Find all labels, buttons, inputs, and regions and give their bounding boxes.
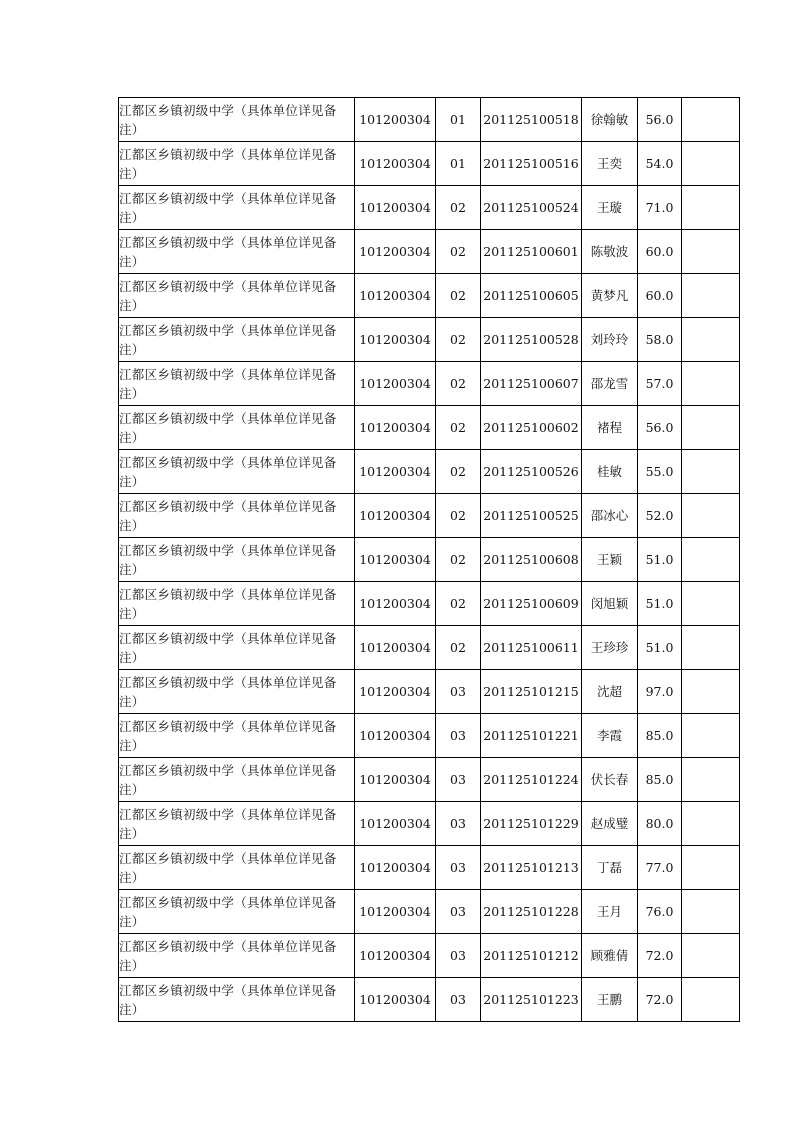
position-number-cell: 03 — [436, 846, 481, 890]
table-row — [119, 582, 740, 626]
table-body — [119, 98, 740, 1022]
position-code-cell: 101200304 — [355, 758, 436, 802]
unit-cell: 江都区乡镇初级中学（具体单位详见备注） — [119, 846, 355, 890]
score-cell: 51.0 — [638, 538, 682, 582]
score-cell: 85.0 — [638, 714, 682, 758]
note-cell — [682, 186, 740, 230]
note-cell — [682, 890, 740, 934]
ticket-number-cell: 201125101224 — [481, 758, 582, 802]
position-code-cell: 101200304 — [355, 934, 436, 978]
table-row — [119, 230, 740, 274]
unit-cell: 江都区乡镇初级中学（具体单位详见备注） — [119, 890, 355, 934]
table-row — [119, 670, 740, 714]
score-cell: 76.0 — [638, 890, 682, 934]
ticket-number-cell: 201125101221 — [481, 714, 582, 758]
unit-cell: 江都区乡镇初级中学（具体单位详见备注） — [119, 582, 355, 626]
table-row — [119, 538, 740, 582]
note-cell — [682, 934, 740, 978]
ticket-number-cell: 201125100516 — [481, 142, 582, 186]
unit-cell: 江都区乡镇初级中学（具体单位详见备注） — [119, 98, 355, 142]
table-row — [119, 758, 740, 802]
note-cell — [682, 978, 740, 1022]
score-table — [118, 97, 740, 1022]
ticket-number-cell: 201125101223 — [481, 978, 582, 1022]
score-cell: 72.0 — [638, 934, 682, 978]
position-number-cell: 03 — [436, 670, 481, 714]
ticket-number-cell: 201125101229 — [481, 802, 582, 846]
score-cell: 58.0 — [638, 318, 682, 362]
position-code-cell: 101200304 — [355, 230, 436, 274]
unit-cell: 江都区乡镇初级中学（具体单位详见备注） — [119, 978, 355, 1022]
unit-cell: 江都区乡镇初级中学（具体单位详见备注） — [119, 230, 355, 274]
note-cell — [682, 450, 740, 494]
position-code-cell: 101200304 — [355, 538, 436, 582]
unit-cell: 江都区乡镇初级中学（具体单位详见备注） — [119, 934, 355, 978]
position-number-cell: 03 — [436, 758, 481, 802]
table-row — [119, 186, 740, 230]
score-cell: 56.0 — [638, 406, 682, 450]
candidate-name-cell: 桂敏 — [582, 450, 638, 494]
position-code-cell: 101200304 — [355, 494, 436, 538]
candidate-name-cell: 王鹏 — [582, 978, 638, 1022]
table-row — [119, 362, 740, 406]
position-number-cell: 01 — [436, 142, 481, 186]
ticket-number-cell: 201125100607 — [481, 362, 582, 406]
candidate-name-cell: 陈敬波 — [582, 230, 638, 274]
candidate-name-cell: 邵冰心 — [582, 494, 638, 538]
table-row — [119, 318, 740, 362]
ticket-number-cell: 201125100608 — [481, 538, 582, 582]
candidate-name-cell: 丁磊 — [582, 846, 638, 890]
candidate-name-cell: 伏长春 — [582, 758, 638, 802]
unit-cell: 江都区乡镇初级中学（具体单位详见备注） — [119, 450, 355, 494]
position-number-cell: 02 — [436, 538, 481, 582]
unit-cell: 江都区乡镇初级中学（具体单位详见备注） — [119, 406, 355, 450]
unit-cell: 江都区乡镇初级中学（具体单位详见备注） — [119, 318, 355, 362]
note-cell — [682, 142, 740, 186]
position-code-cell: 101200304 — [355, 714, 436, 758]
ticket-number-cell: 201125100609 — [481, 582, 582, 626]
ticket-number-cell: 201125100611 — [481, 626, 582, 670]
position-number-cell: 03 — [436, 714, 481, 758]
note-cell — [682, 758, 740, 802]
position-number-cell: 02 — [436, 582, 481, 626]
candidate-name-cell: 黄梦凡 — [582, 274, 638, 318]
table-row — [119, 494, 740, 538]
unit-cell: 江都区乡镇初级中学（具体单位详见备注） — [119, 362, 355, 406]
unit-cell: 江都区乡镇初级中学（具体单位详见备注） — [119, 186, 355, 230]
unit-cell: 江都区乡镇初级中学（具体单位详见备注） — [119, 538, 355, 582]
candidate-name-cell: 王珍珍 — [582, 626, 638, 670]
position-code-cell: 101200304 — [355, 362, 436, 406]
position-code-cell: 101200304 — [355, 802, 436, 846]
note-cell — [682, 626, 740, 670]
unit-cell: 江都区乡镇初级中学（具体单位详见备注） — [119, 626, 355, 670]
position-number-cell: 02 — [436, 450, 481, 494]
position-number-cell: 01 — [436, 98, 481, 142]
position-code-cell: 101200304 — [355, 626, 436, 670]
position-code-cell: 101200304 — [355, 978, 436, 1022]
position-code-cell: 101200304 — [355, 846, 436, 890]
position-number-cell: 02 — [436, 626, 481, 670]
score-cell: 72.0 — [638, 978, 682, 1022]
note-cell — [682, 406, 740, 450]
unit-cell: 江都区乡镇初级中学（具体单位详见备注） — [119, 714, 355, 758]
table-row — [119, 626, 740, 670]
table-row — [119, 406, 740, 450]
position-number-cell: 02 — [436, 494, 481, 538]
position-number-cell: 03 — [436, 802, 481, 846]
candidate-name-cell: 褚程 — [582, 406, 638, 450]
ticket-number-cell: 201125100601 — [481, 230, 582, 274]
table-row — [119, 934, 740, 978]
candidate-name-cell: 邵龙雪 — [582, 362, 638, 406]
position-number-cell: 03 — [436, 978, 481, 1022]
ticket-number-cell: 201125101215 — [481, 670, 582, 714]
score-cell: 57.0 — [638, 362, 682, 406]
score-cell: 54.0 — [638, 142, 682, 186]
ticket-number-cell: 201125101212 — [481, 934, 582, 978]
note-cell — [682, 362, 740, 406]
score-cell: 80.0 — [638, 802, 682, 846]
candidate-name-cell: 王奕 — [582, 142, 638, 186]
candidate-name-cell: 王璇 — [582, 186, 638, 230]
table-row — [119, 978, 740, 1022]
note-cell — [682, 274, 740, 318]
note-cell — [682, 318, 740, 362]
candidate-name-cell: 徐翰敏 — [582, 98, 638, 142]
candidate-name-cell: 刘玲玲 — [582, 318, 638, 362]
unit-cell: 江都区乡镇初级中学（具体单位详见备注） — [119, 142, 355, 186]
unit-cell: 江都区乡镇初级中学（具体单位详见备注） — [119, 802, 355, 846]
position-code-cell: 101200304 — [355, 274, 436, 318]
position-number-cell: 02 — [436, 186, 481, 230]
position-number-cell: 02 — [436, 274, 481, 318]
candidate-name-cell: 李霞 — [582, 714, 638, 758]
candidate-name-cell: 闵旭颖 — [582, 582, 638, 626]
ticket-number-cell: 201125100525 — [481, 494, 582, 538]
note-cell — [682, 494, 740, 538]
ticket-number-cell: 201125100518 — [481, 98, 582, 142]
position-code-cell: 101200304 — [355, 186, 436, 230]
candidate-name-cell: 赵成璧 — [582, 802, 638, 846]
note-cell — [682, 846, 740, 890]
score-cell: 51.0 — [638, 582, 682, 626]
position-number-cell: 02 — [436, 362, 481, 406]
candidate-name-cell: 沈超 — [582, 670, 638, 714]
position-number-cell: 03 — [436, 890, 481, 934]
table-row — [119, 802, 740, 846]
note-cell — [682, 714, 740, 758]
note-cell — [682, 98, 740, 142]
candidate-name-cell: 王月 — [582, 890, 638, 934]
position-code-cell: 101200304 — [355, 450, 436, 494]
table-row — [119, 98, 740, 142]
score-cell: 56.0 — [638, 98, 682, 142]
position-number-cell: 02 — [436, 230, 481, 274]
candidate-name-cell: 王颖 — [582, 538, 638, 582]
note-cell — [682, 582, 740, 626]
ticket-number-cell: 201125100602 — [481, 406, 582, 450]
unit-cell: 江都区乡镇初级中学（具体单位详见备注） — [119, 670, 355, 714]
position-code-cell: 101200304 — [355, 406, 436, 450]
score-cell: 60.0 — [638, 230, 682, 274]
position-number-cell: 03 — [436, 934, 481, 978]
score-cell: 85.0 — [638, 758, 682, 802]
table-row — [119, 450, 740, 494]
score-cell: 60.0 — [638, 274, 682, 318]
candidate-name-cell: 顾雅倩 — [582, 934, 638, 978]
unit-cell: 江都区乡镇初级中学（具体单位详见备注） — [119, 758, 355, 802]
ticket-number-cell: 201125101213 — [481, 846, 582, 890]
score-cell: 55.0 — [638, 450, 682, 494]
score-cell: 77.0 — [638, 846, 682, 890]
position-number-cell: 02 — [436, 318, 481, 362]
table-row — [119, 274, 740, 318]
position-number-cell: 02 — [436, 406, 481, 450]
table-row — [119, 846, 740, 890]
position-code-cell: 101200304 — [355, 890, 436, 934]
note-cell — [682, 538, 740, 582]
ticket-number-cell: 201125100528 — [481, 318, 582, 362]
score-cell: 51.0 — [638, 626, 682, 670]
score-cell: 97.0 — [638, 670, 682, 714]
note-cell — [682, 230, 740, 274]
position-code-cell: 101200304 — [355, 318, 436, 362]
ticket-number-cell: 201125101228 — [481, 890, 582, 934]
score-cell: 52.0 — [638, 494, 682, 538]
table-row — [119, 890, 740, 934]
ticket-number-cell: 201125100524 — [481, 186, 582, 230]
position-code-cell: 101200304 — [355, 98, 436, 142]
score-cell: 71.0 — [638, 186, 682, 230]
position-code-cell: 101200304 — [355, 582, 436, 626]
note-cell — [682, 802, 740, 846]
ticket-number-cell: 201125100526 — [481, 450, 582, 494]
table-row — [119, 142, 740, 186]
ticket-number-cell: 201125100605 — [481, 274, 582, 318]
unit-cell: 江都区乡镇初级中学（具体单位详见备注） — [119, 494, 355, 538]
unit-cell: 江都区乡镇初级中学（具体单位详见备注） — [119, 274, 355, 318]
note-cell — [682, 670, 740, 714]
table-row — [119, 714, 740, 758]
position-code-cell: 101200304 — [355, 670, 436, 714]
position-code-cell: 101200304 — [355, 142, 436, 186]
